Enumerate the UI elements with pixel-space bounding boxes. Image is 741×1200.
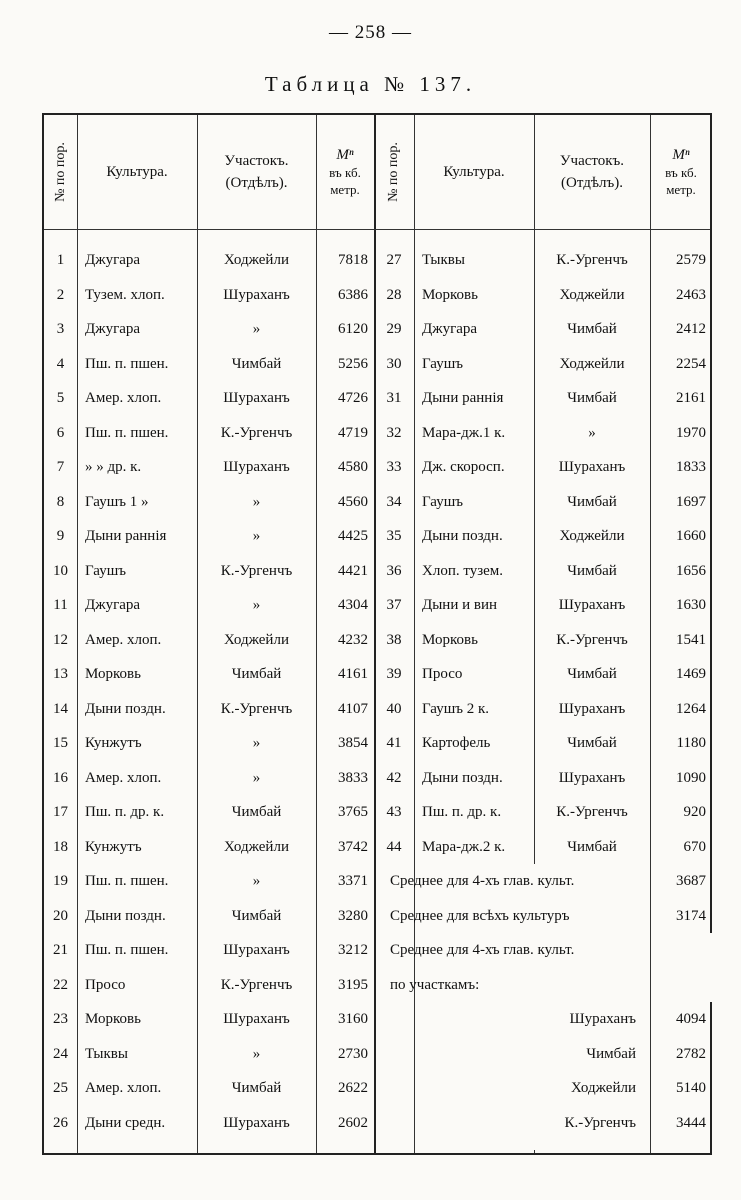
table-row [44, 381, 714, 416]
table-row [44, 588, 714, 623]
m-value-cell: 3833 [338, 769, 368, 786]
culture-cell: Мара-дж.1 к. [422, 424, 506, 441]
m-value-cell: 920 [683, 804, 706, 820]
row-number: 8 [56, 493, 65, 510]
m-value-cell: 1469 [676, 666, 706, 682]
row-number: 28 [386, 286, 402, 303]
header-culture-left: Культура. [106, 164, 168, 180]
plot-cell: Чимбай [567, 735, 617, 751]
plot-cell: » [252, 528, 261, 544]
table-row [44, 347, 714, 382]
m-value-cell: 2730 [338, 1045, 368, 1062]
average-by-plot-label: по участкамъ: [390, 976, 480, 993]
row-number: 5 [56, 390, 65, 406]
plot-cell: Шураханъ [558, 597, 626, 613]
culture-cell: Пш. п. др. к. [422, 804, 502, 820]
plot-cell: Чимбай [567, 390, 617, 406]
header-num-right: № по пор. [386, 142, 401, 202]
row-number: 27 [386, 252, 402, 268]
plot-cell: Чимбай [231, 804, 282, 820]
table-row [44, 657, 714, 692]
by-plot-value: 2782 [676, 1045, 706, 1062]
table-row [44, 1071, 714, 1106]
m-value-cell: 4425 [338, 528, 368, 544]
plot-cell: К.-Ургенчъ [220, 976, 293, 993]
row-number: 36 [386, 562, 402, 579]
plot-cell: Ходжейли [559, 355, 625, 372]
row-number: 42 [386, 769, 402, 786]
culture-cell: Пш. п. пшен. [85, 355, 169, 372]
plot-cell: Шураханъ [223, 1011, 290, 1027]
plot-cell: » [252, 769, 261, 786]
plot-cell: » [252, 735, 261, 751]
plot-cell: К.-Ургенчъ [556, 252, 628, 268]
m-value-cell: 1970 [676, 424, 706, 441]
m-value-cell: 2254 [676, 355, 706, 372]
row-number: 7 [56, 459, 65, 475]
culture-cell: Джугара [85, 597, 141, 613]
header-m-right: Mⁿ въ кб. метр. [665, 146, 697, 197]
data-table [42, 113, 712, 1155]
culture-cell: Пш. п. др. к. [85, 804, 165, 820]
culture-cell: Дж. скоросп. [422, 459, 505, 475]
row-number: 11 [53, 597, 68, 613]
m-value-cell: 4421 [338, 562, 368, 579]
plot-cell: Чимбай [231, 1080, 282, 1096]
row-number: 26 [53, 1114, 68, 1131]
culture-cell: Амер. хлоп. [85, 390, 162, 406]
culture-cell: Морковь [422, 631, 478, 648]
m-value-cell: 3742 [338, 838, 368, 855]
page-number: — 258 — [329, 22, 412, 43]
plot-cell: К.-Ургенчъ [556, 804, 628, 820]
plot-cell: Чимбай [567, 493, 617, 510]
row-number: 19 [53, 873, 68, 889]
culture-cell: Джугара [85, 321, 141, 337]
row-number: 21 [53, 942, 68, 958]
table-row [44, 1037, 714, 1072]
m-value-cell: 4107 [338, 700, 368, 717]
plot-cell: Чимбай [567, 321, 617, 337]
table-row [44, 554, 714, 589]
table-row [44, 726, 714, 761]
plot-cell: » [588, 424, 596, 441]
table-row [44, 968, 714, 1003]
row-number: 30 [386, 355, 402, 372]
m-value-cell: 5256 [338, 355, 368, 372]
table-row [44, 416, 714, 451]
row-number: 9 [56, 528, 65, 544]
plot-cell: Чимбай [567, 666, 617, 682]
plot-cell: К.-Ургенчъ [220, 424, 293, 441]
culture-cell: » » др. к. [85, 459, 142, 475]
row-number: 44 [386, 838, 402, 855]
plot-cell: К.-Ургенчъ [220, 562, 293, 579]
row-number: 24 [53, 1045, 68, 1062]
table-row [44, 899, 714, 934]
plot-cell: Ходжейли [224, 631, 289, 648]
culture-cell: Джугара [422, 321, 478, 337]
culture-cell: Джугара [85, 252, 141, 268]
culture-cell: Пш. п. пшен. [85, 942, 169, 958]
m-value-cell: 4719 [338, 424, 368, 441]
plot-cell: Шураханъ [223, 459, 290, 475]
culture-cell: Гаушъ 2 к. [422, 700, 490, 717]
plot-cell: » [252, 493, 261, 510]
header-plot-left: Участокъ. (Отдѣлъ). [224, 153, 289, 191]
plot-cell: Ходжейли [224, 838, 289, 855]
row-number: 15 [53, 735, 68, 751]
row-number: 41 [386, 735, 402, 751]
row-number: 18 [53, 838, 68, 855]
table-row [44, 692, 714, 727]
culture-cell: Гаушъ [422, 355, 464, 372]
header-num-left: № по пор. [52, 142, 68, 202]
culture-cell: Кунжутъ [85, 838, 142, 855]
m-value-cell: 4161 [338, 666, 368, 682]
m-value-cell: 6120 [338, 321, 368, 337]
by-plot-value: 3444 [676, 1114, 706, 1131]
row-number: 37 [386, 597, 402, 613]
table-row [44, 485, 714, 520]
culture-cell: Мара-дж.2 к. [422, 838, 506, 855]
m-value-cell: 4560 [338, 493, 368, 510]
row-number: 12 [53, 631, 68, 648]
row-number: 17 [53, 804, 68, 820]
plot-cell: Ходжейли [559, 286, 625, 303]
plot-cell: Шураханъ [223, 390, 290, 406]
m-value-cell: 1090 [676, 769, 706, 786]
row-number: 31 [386, 390, 402, 406]
by-plot-value: 5140 [676, 1080, 706, 1096]
m-value-cell: 1630 [676, 597, 706, 613]
row-number: 40 [386, 700, 402, 717]
culture-cell: Амер. хлоп. [85, 631, 162, 648]
row-number: 35 [386, 528, 402, 544]
culture-cell: Дыни поздн. [422, 769, 503, 786]
average-all-label: Среднее для всѣхъ культуръ [390, 907, 570, 924]
m-value-cell: 2463 [676, 286, 706, 303]
m-value-cell: 3280 [338, 907, 368, 924]
m-value-cell: 4304 [338, 597, 368, 613]
m-value-cell: 2161 [676, 390, 706, 406]
plot-cell: Шураханъ [223, 1114, 290, 1131]
culture-cell: Амер. хлоп. [85, 1080, 162, 1096]
table-row [44, 1106, 714, 1141]
table-title: Таблица № 137. [264, 72, 477, 96]
culture-cell: Кунжутъ [85, 735, 142, 751]
m-value-cell: 3160 [338, 1011, 368, 1027]
culture-cell: Тузем. хлоп. [85, 286, 165, 303]
culture-cell: Дыни поздн. [85, 907, 166, 924]
table-row [44, 243, 714, 278]
header-plot-right: Участокъ. (Отдѣлъ). [559, 153, 625, 191]
culture-cell: Тыквы [85, 1045, 128, 1062]
by-plot-name: К.-Ургенчъ [564, 1114, 636, 1131]
row-number: 4 [56, 355, 65, 372]
plot-cell: Чимбай [231, 666, 282, 682]
row-number: 32 [386, 424, 402, 441]
culture-cell: Просо [85, 976, 126, 993]
plot-cell: Шураханъ [558, 769, 626, 786]
m-value-cell: 4580 [338, 459, 368, 475]
table-row [44, 933, 714, 968]
row-number: 25 [53, 1080, 68, 1096]
average-main-four-value: 3687 [676, 873, 706, 889]
header-m-left: Mⁿ въ кб. метр. [329, 146, 361, 197]
row-number: 23 [53, 1011, 68, 1027]
row-number: 43 [386, 804, 402, 820]
m-value-cell: 3854 [338, 735, 368, 751]
plot-cell: Чимбай [567, 838, 617, 855]
table-row [44, 519, 714, 554]
m-value-cell: 1660 [676, 528, 706, 544]
row-number: 22 [53, 976, 68, 993]
culture-cell: Дыни поздн. [422, 528, 503, 544]
culture-cell: Гаушъ [85, 562, 127, 579]
culture-cell: Хлоп. тузем. [422, 562, 504, 579]
row-number: 10 [53, 562, 68, 579]
plot-cell: Ходжейли [224, 252, 289, 268]
m-value-cell: 6386 [338, 286, 368, 303]
plot-cell: Шураханъ [558, 459, 626, 475]
m-value-cell: 3371 [338, 873, 368, 889]
m-value-cell: 4726 [338, 390, 368, 406]
table-row [44, 623, 714, 658]
by-plot-value: 4094 [676, 1011, 706, 1027]
row-number: 38 [386, 631, 402, 648]
table-row [44, 278, 714, 313]
row-number: 14 [53, 700, 68, 717]
row-number: 29 [386, 321, 402, 337]
culture-cell: Картофель [422, 735, 491, 751]
by-plot-name: Ходжейли [571, 1080, 636, 1096]
culture-cell: Гаушъ 1 » [85, 493, 149, 510]
row-number: 6 [56, 424, 65, 441]
m-value-cell: 2602 [338, 1114, 368, 1131]
table-row [44, 761, 714, 796]
culture-cell: Дыни и вин [422, 597, 498, 613]
culture-cell: Дыни раннія [422, 390, 504, 406]
culture-cell: Дыни поздн. [85, 700, 166, 717]
culture-cell: Дыни раннія [85, 528, 167, 544]
m-value-cell: 1833 [676, 459, 706, 475]
plot-cell: К.-Ургенчъ [556, 631, 628, 648]
row-number: 1 [56, 252, 65, 268]
row-number: 2 [56, 286, 65, 303]
average-by-plot-label: Среднее для 4-хъ глав. культ. [390, 942, 575, 958]
culture-cell: Тыквы [422, 252, 465, 268]
m-value-cell: 3212 [338, 942, 368, 958]
culture-cell: Пш. п. пшен. [85, 424, 169, 441]
by-plot-name: Чимбай [586, 1045, 636, 1062]
m-value-cell: 4232 [338, 631, 368, 648]
plot-cell: Шураханъ [558, 700, 626, 717]
plot-cell: Ходжейли [559, 528, 625, 544]
table-row [44, 795, 714, 830]
table-row [44, 1002, 714, 1037]
plot-cell: » [252, 1045, 261, 1062]
m-value-cell: 7818 [338, 252, 368, 268]
culture-cell: Просо [422, 666, 463, 682]
m-value-cell: 2579 [676, 252, 706, 268]
m-value-cell: 1180 [676, 735, 706, 751]
row-number: 20 [53, 907, 68, 924]
culture-cell: Морковь [85, 1011, 141, 1027]
table-row [44, 450, 714, 485]
m-value-cell: 670 [683, 838, 706, 855]
plot-cell: Шураханъ [223, 286, 290, 303]
plot-cell: Чимбай [231, 907, 282, 924]
culture-cell: Дыни средн. [85, 1114, 166, 1131]
average-all-value: 3174 [676, 907, 706, 924]
plot-cell: Чимбай [231, 355, 282, 372]
average-main-four-label: Среднее для 4-хъ глав. культ. [390, 873, 575, 889]
culture-cell: Гаушъ [422, 493, 464, 510]
row-number: 13 [53, 666, 68, 682]
plot-cell: К.-Ургенчъ [220, 700, 293, 717]
m-value-cell: 3195 [338, 976, 368, 993]
m-value-cell: 2412 [676, 321, 706, 337]
culture-cell: Морковь [85, 666, 141, 682]
row-number: 34 [386, 493, 402, 510]
row-number: 16 [53, 769, 68, 786]
plot-cell: Шураханъ [223, 942, 290, 958]
row-number: 39 [386, 666, 402, 682]
plot-cell: » [252, 597, 261, 613]
by-plot-name: Шураханъ [569, 1011, 636, 1027]
header-culture-right: Культура. [443, 164, 505, 180]
culture-cell: Морковь [422, 286, 478, 303]
m-value-cell: 1264 [676, 700, 706, 717]
row-number: 3 [56, 321, 65, 337]
plot-cell: » [252, 321, 261, 337]
culture-cell: Пш. п. пшен. [85, 873, 169, 889]
table-row [44, 830, 714, 865]
plot-cell: Чимбай [567, 562, 617, 579]
culture-cell: Амер. хлоп. [85, 769, 162, 786]
m-value-cell: 1656 [676, 562, 706, 579]
plot-cell: » [252, 873, 261, 889]
header-rule [44, 229, 710, 230]
m-value-cell: 1697 [676, 493, 706, 510]
m-value-cell: 1541 [676, 631, 706, 648]
m-value-cell: 3765 [338, 804, 368, 820]
m-value-cell: 2622 [338, 1080, 368, 1096]
table-row [44, 864, 714, 899]
table-row [44, 312, 714, 347]
row-number: 33 [386, 459, 402, 475]
